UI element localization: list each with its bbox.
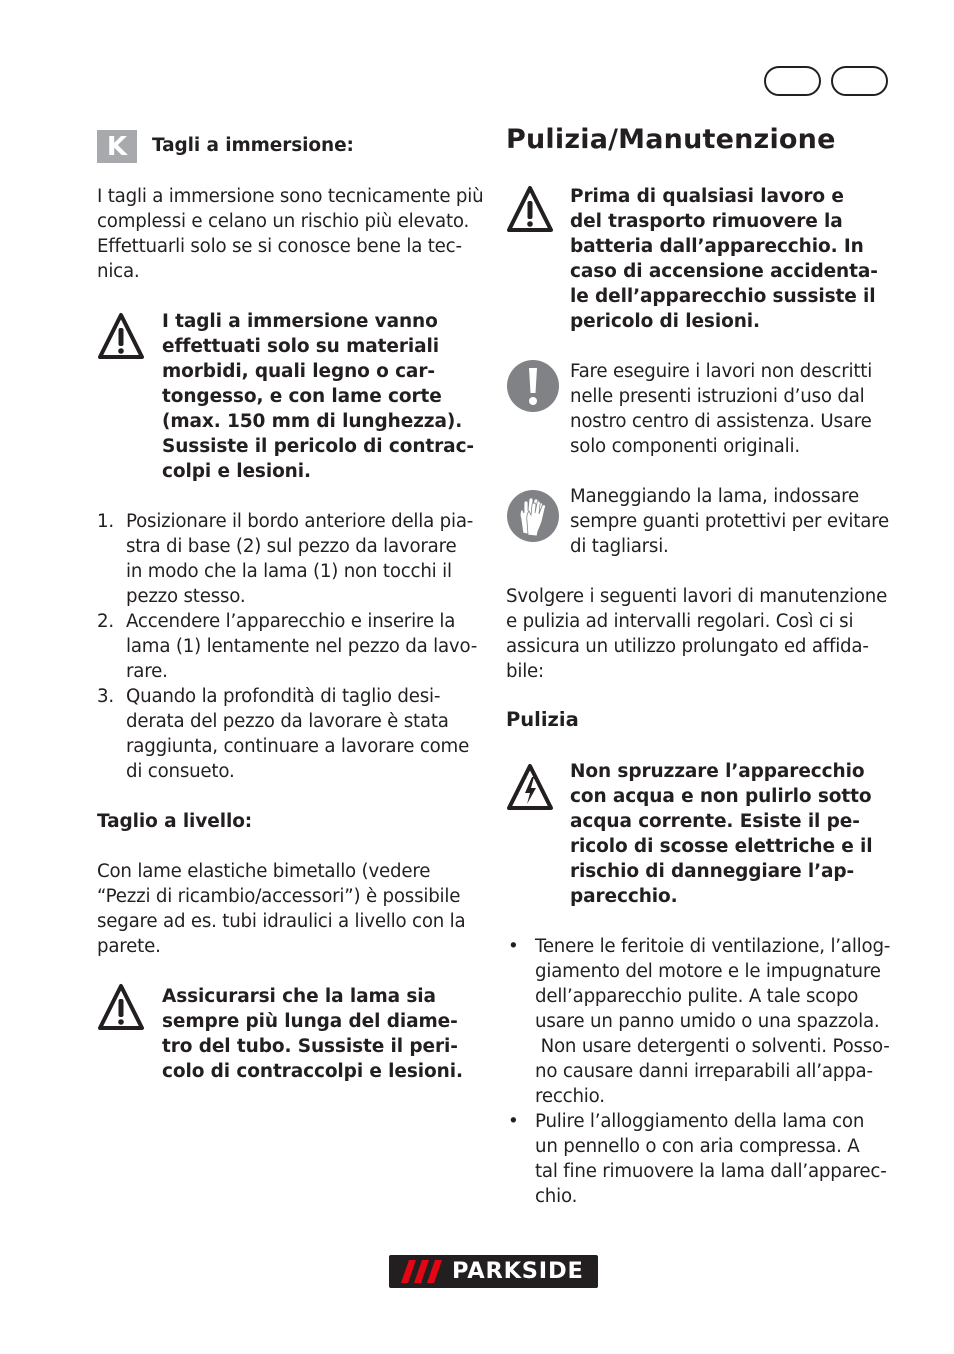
- text-line: Tenere le feritoie di ventilazione, l’allog-: [535, 936, 891, 957]
- text-line: un pennello o con aria compressa. A: [535, 1136, 860, 1157]
- text-line: di tagliarsi.: [570, 536, 669, 557]
- text-line: effettuati solo su materiali: [162, 336, 439, 357]
- text-line: Con lame elastiche bimetallo (vedere: [97, 861, 431, 882]
- text-line: sempre guanti protettivi per evitare: [570, 511, 890, 532]
- text-line: nelle presenti istruzioni d’uso dal: [570, 386, 865, 407]
- warning-remove-battery: [570, 184, 900, 334]
- text-line: usare un panno umido o una spazzola.: [535, 1011, 880, 1032]
- cleaning-bullets-list: [506, 934, 898, 1209]
- warning-triangle-icon: [97, 311, 145, 361]
- protective-gloves-icon: [506, 489, 560, 543]
- text-line: Non usare detergenti o solventi. Posso-: [535, 1036, 890, 1057]
- text-line: morbidi, quali legno o car-: [162, 361, 435, 382]
- text-line: Svolgere i seguenti lavori di manutenzione: [506, 586, 888, 607]
- text-line: tro del tubo. Sussiste il peri-: [162, 1036, 458, 1057]
- text-line: Non spruzzare l’apparecchio: [570, 761, 865, 782]
- text-line: e pulizia ad intervalli regolari. Così ci si: [506, 611, 854, 632]
- list-item: [506, 934, 898, 1109]
- text-line: assicura un utilizzo prolungato ed affida-: [506, 636, 869, 657]
- step-number: 3.: [97, 686, 114, 707]
- list-item: [506, 1109, 898, 1209]
- plunge-intro-paragraph: [97, 184, 487, 284]
- heading-plunge-cuts: Tagli a immersione:: [152, 135, 354, 156]
- parkside-logo: [389, 1255, 598, 1288]
- text-line: rare.: [126, 661, 168, 682]
- list-item: [97, 684, 489, 784]
- text-line: Pulire l’alloggiamento della lama con: [535, 1111, 865, 1132]
- text-line: giamento del motore e le impugnature: [535, 961, 881, 982]
- text-line: di consueto.: [126, 761, 235, 782]
- text-line: pezzo stesso.: [126, 586, 246, 607]
- text-line: segare ad es. tubi idraulici a livello con la: [97, 911, 466, 932]
- text-line: I tagli a immersione sono tecnicamente più: [97, 186, 484, 207]
- text-line: complessi e celano un rischio più elevato.: [97, 211, 470, 232]
- text-line: no causare danni irreparabili all’appa-: [535, 1061, 873, 1082]
- plunge-steps-list: [97, 509, 489, 784]
- warning-triangle-icon: [506, 184, 554, 234]
- text-line: raggiunta, continuare a lavorare come: [126, 736, 470, 757]
- text-line: colo di contraccolpi e lesioni.: [162, 1061, 463, 1082]
- text-line: batteria dall’apparecchio. In: [570, 236, 864, 257]
- text-line: chio.: [535, 1186, 578, 1207]
- text-line: derata del pezzo da lavorare è stata: [126, 711, 449, 732]
- note-service-center: [570, 359, 900, 459]
- text-line: bile:: [506, 661, 544, 682]
- logo-stripes-icon: [401, 1260, 447, 1283]
- text-line: Prima di qualsiasi lavoro e: [570, 186, 844, 207]
- text-line: ricolo di scosse elettriche e il: [570, 836, 873, 857]
- text-line: con acqua e non pulirlo sotto: [570, 786, 872, 807]
- warning-blade-length: [162, 984, 492, 1084]
- electric-shock-warning-icon: [506, 762, 554, 812]
- text-line: Maneggiando la lama, indossare: [570, 486, 860, 507]
- text-line: tongesso, e con lame corte: [162, 386, 442, 407]
- text-line: Accendere l’apparecchio e inserire la: [126, 611, 456, 632]
- text-line: Sussiste il pericolo di contrac-: [162, 436, 475, 457]
- maintenance-intro-paragraph: [506, 584, 898, 684]
- text-line: pericolo di lesioni.: [570, 311, 760, 332]
- step-number: 1.: [97, 511, 114, 532]
- text-line: nica.: [97, 261, 140, 282]
- text-line: parete.: [97, 936, 161, 957]
- text-line: recchio.: [535, 1086, 605, 1107]
- heading-flush-cut: Taglio a livello:: [97, 811, 253, 832]
- text-line: tal fine rimuovere la lama dall’apparec-: [535, 1161, 887, 1182]
- text-line: acqua corrente. Esiste il pe-: [570, 811, 860, 832]
- text-line: Assicurarsi che la lama sia: [162, 986, 436, 1007]
- text-line: (max. 150 mm di lunghezza).: [162, 411, 463, 432]
- text-line: dell’apparecchio pulite. A tale scopo: [535, 986, 859, 1007]
- text-line: Posizionare il bordo anteriore della pia-: [126, 511, 474, 532]
- step-number: 2.: [97, 611, 114, 632]
- language-badge-right: [831, 66, 888, 96]
- flush-cut-paragraph: [97, 859, 489, 959]
- logo-wordmark: PARKSIDE: [452, 1258, 584, 1284]
- text-line: in modo che la lama (1) non tocchi il: [126, 561, 452, 582]
- text-line: I tagli a immersione vanno: [162, 311, 438, 332]
- text-line: colpi e lesioni.: [162, 461, 311, 482]
- text-line: Fare eseguire i lavori non descritti: [570, 361, 873, 382]
- text-line: sempre più lunga del diame-: [162, 1011, 458, 1032]
- section-k-label: K: [97, 130, 137, 163]
- text-line: caso di accensione accidenta-: [570, 261, 878, 282]
- bullet-marker: •: [508, 936, 519, 957]
- text-line: parecchio.: [570, 886, 678, 907]
- page-title: Pulizia/Manutenzione: [506, 124, 836, 155]
- text-line: Effettuarli solo se si conosce bene la tec-: [97, 236, 462, 257]
- text-line: stra di base (2) sul pezzo da lavorare: [126, 536, 457, 557]
- list-item: [97, 609, 489, 684]
- warning-triangle-icon: [97, 982, 145, 1032]
- text-line: rischio di danneggiare l’ap-: [570, 861, 855, 882]
- warning-no-water: [570, 759, 900, 909]
- note-wear-gloves: [570, 484, 900, 559]
- text-line: del trasporto rimuovere la: [570, 211, 843, 232]
- text-line: le dell’apparecchio sussiste il: [570, 286, 876, 307]
- list-item: [97, 509, 489, 609]
- text-line: “Pezzi di ricambio/accessori”) è possibile: [97, 886, 461, 907]
- text-line: Quando la profondità di taglio desi-: [126, 686, 441, 707]
- language-badge-left: [764, 66, 821, 96]
- text-line: lama (1) lentamente nel pezzo da lavo-: [126, 636, 478, 657]
- heading-cleaning: Pulizia: [506, 708, 579, 731]
- warning-plunge-materials: [162, 309, 492, 484]
- text-line: solo componenti originali.: [570, 436, 800, 457]
- text-line: nostro centro di assistenza. Usare: [570, 411, 872, 432]
- bullet-marker: •: [508, 1111, 519, 1132]
- exclamation-circle-icon: [506, 359, 560, 413]
